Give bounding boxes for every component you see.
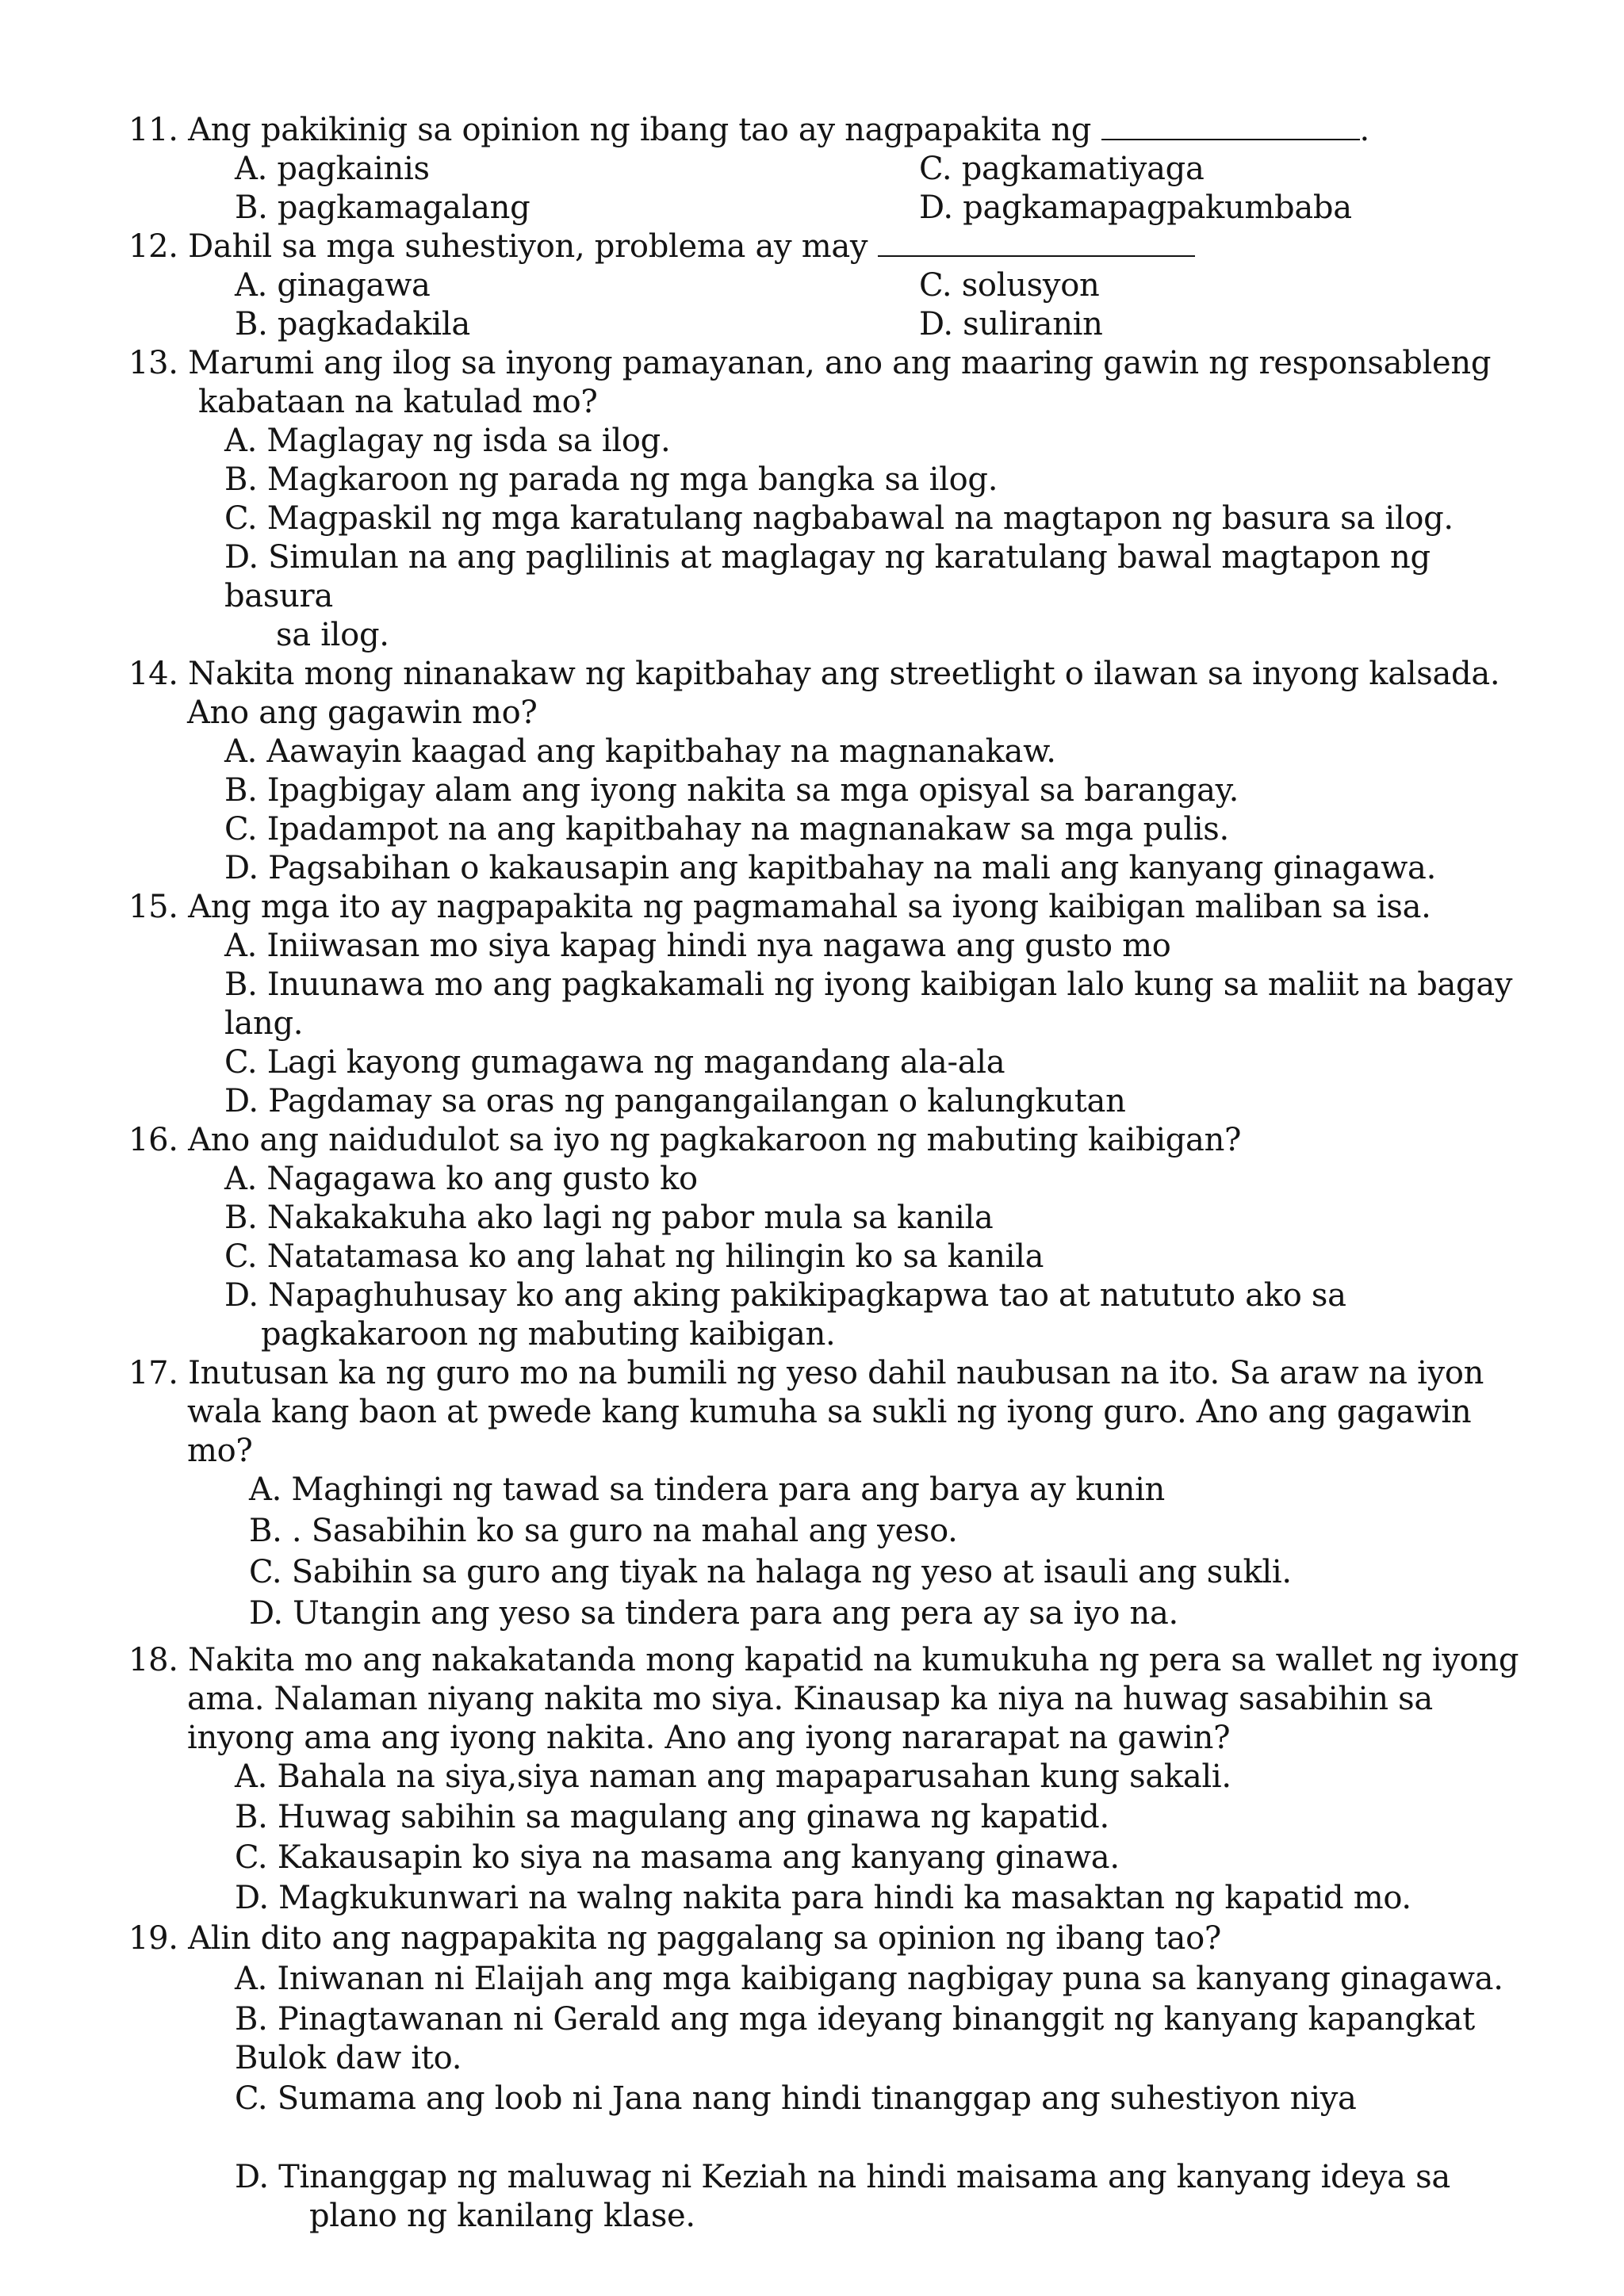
question-16-option-d-cont: pagkakaroon ng mabuting kaibigan.: [261, 1316, 836, 1353]
question-13-stem: 13. Marumi ang ilog sa inyong pamayanan, ano ang maaring gawin ng responsableng: [128, 345, 1492, 381]
question-15-stem: 15. Ang mga ito ay nagpapakita ng pagmamahal sa iyong kaibigan maliban sa isa.: [128, 889, 1431, 925]
question-16-option-c: C. Natatamasa ko ang lahat ng hilingin ko sa kanila: [224, 1238, 1044, 1275]
question-12-option-d: D. suliranin: [919, 306, 1103, 342]
question-17-stem-cont: wala kang baon at pwede kang kumuha sa sukli ng iyong guro. Ano ang gagawin: [187, 1394, 1472, 1430]
question-11-stem: 11. Ang pakikinig sa opinion ng ibang tao ay nagpapakita ng .: [128, 112, 1369, 148]
question-18-option-d: D. Magkukunwari na walng nakita para hindi ka masaktan ng kapatid mo.: [235, 1880, 1411, 1916]
question-17-option-a: A. Maghingi ng tawad sa tindera para ang barya ay kunin: [249, 1471, 1166, 1508]
question-15-option-d: D. Pagdamay sa oras ng pangangailangan o kalungkutan: [224, 1083, 1126, 1119]
question-18-option-c: C. Kakausapin ko siya na masama ang kanyang ginawa.: [235, 1839, 1120, 1876]
question-18-stem-cont: inyong ama ang iyong nakita. Ano ang iyong nararapat na gawin?: [187, 1720, 1231, 1756]
question-13-option-d: D. Simulan na ang paglilinis at maglagay ng karatulang bawal magtapon ng: [224, 539, 1431, 576]
question-19-option-d-cont: plano ng kanilang klase.: [309, 2198, 695, 2234]
question-17-stem-cont: mo?: [187, 1433, 253, 1469]
question-18-stem: 18. Nakita mo ang nakakatanda mong kapatid na kumukuha ng pera sa wallet ng iyong: [128, 1642, 1519, 1678]
question-14-option-c: C. Ipadampot na ang kapitbahay na magnanakaw sa mga pulis.: [224, 811, 1229, 848]
question-12-option-c: C. solusyon: [919, 267, 1100, 304]
question-19-option-a: A. Iniwanan ni Elaijah ang mga kaibigang nagbigay puna sa kanyang ginagawa.: [235, 1961, 1503, 1997]
question-16-option-b: B. Nakakakuha ako lagi ng pabor mula sa kanila: [224, 1200, 994, 1236]
question-19-option-b-cont: Bulok daw ito.: [235, 2040, 462, 2076]
question-13-option-d-cont: sa ilog.: [276, 617, 389, 653]
question-17-stem: 17. Inutusan ka ng guro mo na bumili ng yeso dahil naubusan na ito. Sa araw na iyon: [128, 1355, 1484, 1391]
question-11-option-a: A. pagkainis: [235, 151, 430, 187]
question-16-option-a: A. Nagagawa ko ang gusto ko: [224, 1161, 698, 1197]
question-19-option-d: D. Tinanggap ng maluwag ni Keziah na hindi maisama ang kanyang ideya sa: [235, 2159, 1450, 2195]
question-15-option-c: C. Lagi kayong gumagawa ng magandang ala-ala: [224, 1044, 1005, 1081]
question-14-option-b: B. Ipagbigay alam ang iyong nakita sa mga opisyal sa barangay.: [224, 772, 1239, 809]
question-11-option-b: B. pagkamagalang: [235, 189, 530, 226]
question-17-option-b: B. . Sasabihin ko sa guro na mahal ang yeso.: [249, 1513, 958, 1549]
question-12-stem: 12. Dahil sa mga suhestiyon, problema ay may: [128, 228, 1195, 266]
question-13-option-c: C. Magpaskil ng mga karatulang nagbabawal na magtapon ng basura sa ilog.: [224, 500, 1454, 537]
question-13-stem-cont: kabataan na katulad mo?: [198, 384, 598, 420]
question-15-option-a: A. Iniiwasan mo siya kapag hindi nya nagawa ang gusto mo: [224, 928, 1171, 964]
answer-blank: [878, 228, 1195, 257]
question-11-option-c: C. pagkamatiyaga: [919, 151, 1205, 187]
question-17-option-d: D. Utangin ang yeso sa tindera para ang pera ay sa iyo na.: [249, 1595, 1178, 1632]
question-12-option-a: A. ginagawa: [235, 267, 431, 304]
question-19-option-b: B. Pinagtawanan ni Gerald ang mga ideyang binanggit ng kanyang kapangkat: [235, 2001, 1475, 2038]
question-18-option-a: A. Bahala na siya,siya naman ang mapaparusahan kung sakali.: [235, 1758, 1231, 1795]
question-13-option-a: A. Maglagay ng isda sa ilog.: [224, 423, 671, 459]
question-14-stem: 14. Nakita mong ninanakaw ng kapitbahay ang streetlight o ilawan sa inyong kalsada.: [128, 656, 1500, 692]
question-18-option-b: B. Huwag sabihin sa magulang ang ginawa ng kapatid.: [235, 1799, 1109, 1835]
question-15-option-b: B. Inuunawa mo ang pagkakamali ng iyong kaibigan lalo kung sa maliit na bagay: [224, 966, 1513, 1003]
question-12-option-b: B. pagkadakila: [235, 306, 470, 342]
question-14-option-a: A. Aawayin kaagad ang kapitbahay na magnanakaw.: [224, 733, 1056, 770]
question-11-option-d: D. pagkamapagpakumbaba: [919, 189, 1352, 226]
question-19-stem: 19. Alin dito ang nagpapakita ng paggalang sa opinion ng ibang tao?: [128, 1920, 1222, 1957]
question-16-option-d: D. Napaghuhusay ko ang aking pakikipagkapwa tao at natututo ako sa: [224, 1277, 1346, 1314]
question-13-option-b: B. Magkaroon ng parada ng mga bangka sa ilog.: [224, 461, 998, 498]
question-16-stem: 16. Ano ang naidudulot sa iyo ng pagkakaroon ng mabuting kaibigan?: [128, 1122, 1242, 1158]
question-17-option-c: C. Sabihin sa guro ang tiyak na halaga ng yeso at isauli ang sukli.: [249, 1554, 1292, 1590]
question-18-stem-cont: ama. Nalaman niyang nakita mo siya. Kinausap ka niya na huwag sasabihin sa: [187, 1681, 1433, 1717]
question-19-option-c: C. Sumama ang loob ni Jana nang hindi tinanggap ang suhestiyon niya: [235, 2080, 1357, 2117]
question-15-option-b-cont: lang.: [224, 1005, 304, 1042]
answer-blank: [1101, 112, 1360, 140]
question-13-option-d-cont: basura: [224, 578, 333, 614]
question-14-option-d: D. Pagsabihan o kakausapin ang kapitbahay na mali ang kanyang ginagawa.: [224, 850, 1437, 886]
question-14-stem-cont: Ano ang gagawin mo?: [187, 695, 538, 731]
